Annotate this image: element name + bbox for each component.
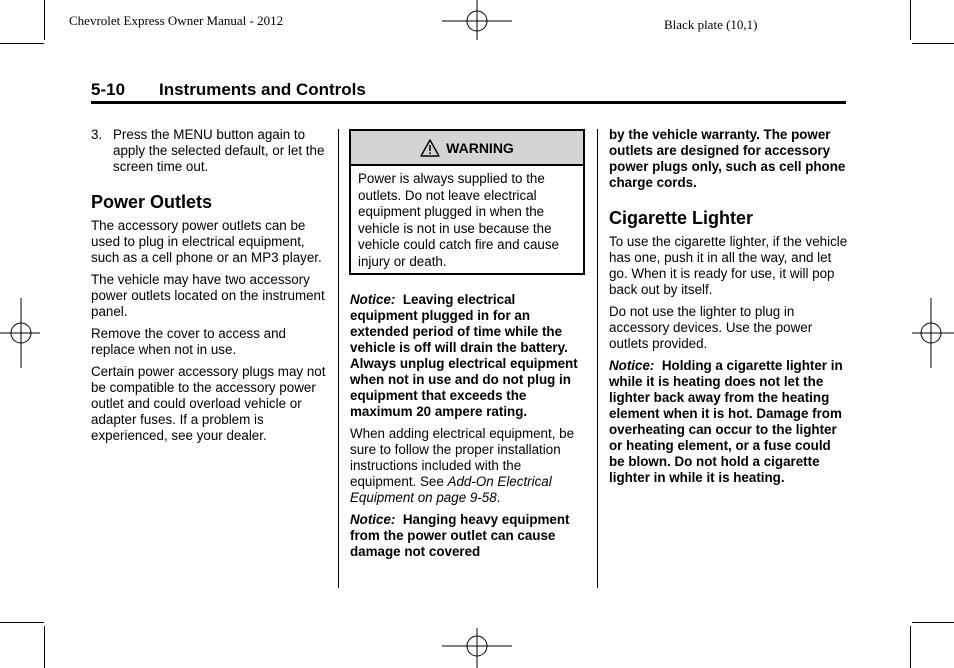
notice-text: Leaving electrical equipment plugged in for an extended period of time while the vehicle is off will drain the battery. Always unplug electrical equipment when not in use and do not plug in equipment that exceeds the maximum 20 ampere rating. [350,292,578,419]
column-3 [609,127,849,492]
paragraph: The vehicle may have two accessory power outlets located on the instrument panel. [91,272,325,319]
paragraph: Remove the cover to access and replace when not in use. [91,326,287,357]
paragraph: To use the cigarette lighter, if the vehicle has one, push it in all the way, and let go. When it is ready for use, it will pop back out by itself. [609,234,848,297]
step-number: 3. [91,127,103,142]
notice-label: Notice: [609,358,655,373]
notice-text: Hanging heavy equipment from the power outlet can cause damage not covered [350,512,570,559]
warning-box [349,129,585,275]
notice-label: Notice: [350,292,396,307]
section-title: Instruments and Controls [159,80,366,99]
paragraph-text: When adding electrical equipment, be sure to follow the proper installation instructions included with the equipment. See [350,426,575,489]
notice-paragraph [609,358,849,486]
warning-text: Power is always supplied to the outlets. Do not leave electrical equipment plugged in when the vehicle is not in use because the vehicle could catch fire and cause injury or death. [358,171,559,269]
notice-label: Notice: [350,512,396,527]
notice-paragraph [350,512,586,560]
page-number: 5-10 [91,80,126,99]
paragraph: Do not use the lighter to plug in accessory devices. Use the power outlets provided. [609,304,813,351]
step-text: Press the MENU button again to apply the selected default, or let the screen time out. [113,127,325,174]
paragraph-text: . [496,490,501,505]
warning-label: WARNING [446,139,514,156]
step-item [91,127,327,175]
plate-label: Black plate (10,1) [664,17,758,32]
warning-header [351,131,583,166]
column-1 [91,127,327,450]
column-divider [338,129,339,588]
paragraph: Certain power accessory plugs may not be compatible to the accessory power outlet and could overload vehicle or adapter fuses. If a problem is experienced, see your dealer. [91,364,326,443]
manual-title: Chevrolet Express Owner Manual - 2012 [69,13,284,28]
paragraph: The accessory power outlets can be used to plug in electrical equipment, such as a cell phone or an MP3 player. [91,218,322,265]
continued-notice-text: by the vehicle warranty. The power outlets are designed for accessory power plugs only, such as cell phone charge cords. [609,127,846,190]
paragraph [350,426,586,506]
column-divider [597,129,598,588]
warning-triangle-icon [420,139,440,157]
notice-paragraph [350,292,586,420]
power-outlets-heading: Power Outlets [91,192,213,212]
notice-text: Holding a cigarette lighter in while it is heating does not let the lighter back away from the heating element when it is hot. Damage from overheating can occur to the lighter or heating element, or a fuse could be blown. Do not hold a cigarette lighter in while it is heating. [609,358,843,485]
header-rule [91,101,846,104]
cross-reference-link[interactable]: Add-On Electrical Equipment on page 9-58 [350,474,552,505]
cigarette-lighter-heading: Cigarette Lighter [609,208,754,228]
column-2 [350,292,586,566]
